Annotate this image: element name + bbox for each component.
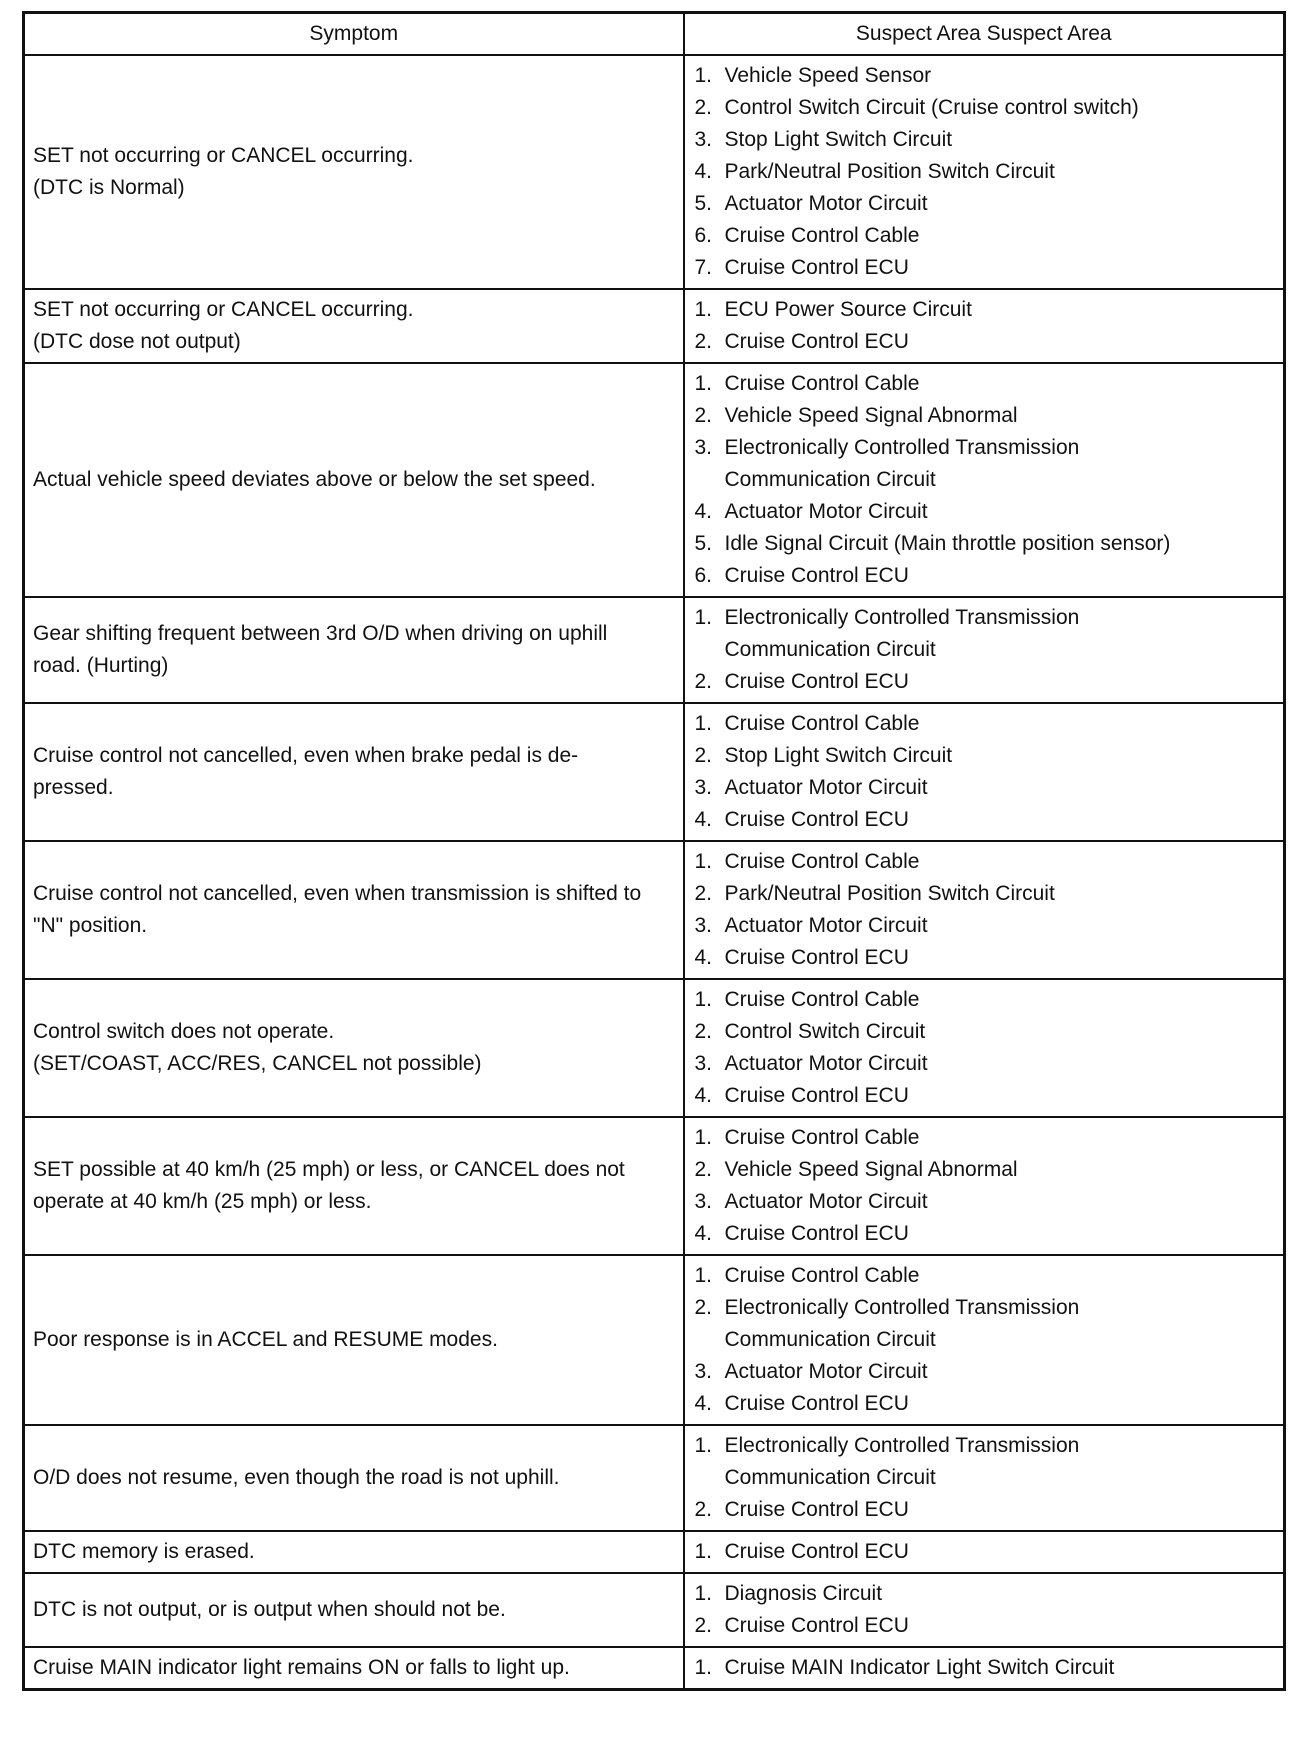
suspect-area-cell [684, 597, 1285, 703]
suspect-area-cell [684, 1647, 1285, 1690]
suspect-text: Cruise Control ECU [724, 1540, 909, 1563]
table-row [24, 363, 1285, 597]
symptom-text: SET not occurring or CANCEL occurring. (DTC dose not output) [33, 298, 414, 353]
suspect-number: 1. [694, 850, 713, 873]
table-row [24, 1647, 1285, 1690]
suspect-number: 2. [694, 1296, 713, 1319]
table-row [24, 1425, 1285, 1531]
suspect-list [695, 602, 1274, 698]
suspect-number: 4. [694, 1084, 713, 1107]
symptom-cell [24, 289, 684, 363]
table-row [24, 1117, 1285, 1255]
troubleshooting-table [22, 11, 1286, 1691]
suspect-list [695, 984, 1274, 1112]
suspect-number: 1. [694, 1264, 713, 1287]
suspect-item [695, 1610, 1274, 1642]
symptom-cell [24, 597, 684, 703]
suspect-text: Vehicle Speed Sensor [724, 64, 932, 87]
symptom-cell [24, 1531, 684, 1573]
suspect-area-cell [684, 1573, 1285, 1647]
suspect-number: 1. [694, 64, 713, 87]
suspect-list [695, 1260, 1274, 1420]
suspect-item [695, 666, 1274, 698]
suspect-text: Cruise Control ECU [724, 1498, 909, 1521]
suspect-list [695, 1122, 1274, 1250]
suspect-list [695, 1652, 1274, 1684]
suspect-text: Electronically Controlled Transmission Communication Circuit [724, 606, 1080, 661]
suspect-item [695, 1016, 1274, 1048]
suspect-item [695, 1048, 1274, 1080]
suspect-item [695, 294, 1274, 326]
suspect-item [695, 740, 1274, 772]
suspect-text: Park/Neutral Position Switch Circuit [724, 882, 1055, 905]
suspect-text: Actuator Motor Circuit [724, 192, 928, 215]
suspect-text: Cruise Control ECU [724, 330, 909, 353]
table-row [24, 597, 1285, 703]
suspect-text: Cruise Control ECU [724, 946, 909, 969]
suspect-list [695, 60, 1274, 284]
suspect-area-cell [684, 363, 1285, 597]
symptom-text: Cruise control not cancelled, even when brake pedal is de- pressed. [33, 744, 579, 799]
table-row [24, 1255, 1285, 1425]
suspect-text: Actuator Motor Circuit [724, 1052, 928, 1075]
suspect-text: Diagnosis Circuit [724, 1582, 883, 1605]
suspect-item [695, 1578, 1274, 1610]
suspect-list [695, 1430, 1274, 1526]
suspect-number: 2. [694, 330, 713, 353]
suspect-text: Control Switch Circuit (Cruise control switch) [724, 96, 1139, 119]
suspect-text: Cruise Control Cable [724, 988, 920, 1011]
suspect-text: Actuator Motor Circuit [724, 776, 928, 799]
suspect-number: 2. [694, 744, 713, 767]
suspect-number: 2. [694, 1158, 713, 1181]
suspect-number: 1. [694, 1126, 713, 1149]
suspect-number: 2. [694, 670, 713, 693]
suspect-text: Idle Signal Circuit (Main throttle position sensor) [724, 532, 1171, 555]
symptom-text: Poor response is in ACCEL and RESUME modes. [33, 1328, 498, 1351]
suspect-number: 3. [694, 914, 713, 937]
suspect-text: Control Switch Circuit [724, 1020, 926, 1043]
symptom-cell [24, 1647, 684, 1690]
symptom-text: O/D does not resume, even though the road is not uphill. [33, 1466, 560, 1489]
suspect-number: 2. [694, 1498, 713, 1521]
suspect-area-cell [684, 841, 1285, 979]
suspect-area-cell [684, 1255, 1285, 1425]
suspect-text: Cruise Control Cable [724, 224, 920, 247]
suspect-text: Actuator Motor Circuit [724, 914, 928, 937]
table-row [24, 979, 1285, 1117]
symptom-text: Gear shifting frequent between 3rd O/D when driving on uphill road. (Hurting) [33, 622, 608, 677]
suspect-item [695, 1218, 1274, 1250]
suspect-text: Cruise Control Cable [724, 712, 920, 735]
suspect-text: Park/Neutral Position Switch Circuit [724, 160, 1055, 183]
suspect-number: 1. [694, 298, 713, 321]
symptom-cell [24, 1425, 684, 1531]
suspect-item [695, 846, 1274, 878]
suspect-text: Cruise Control ECU [724, 564, 909, 587]
suspect-item [695, 156, 1274, 188]
suspect-item [695, 910, 1274, 942]
suspect-number: 1. [694, 372, 713, 395]
suspect-number: 1. [694, 1582, 713, 1605]
suspect-item [695, 804, 1274, 836]
suspect-list [695, 1578, 1274, 1642]
suspect-text: Cruise Control Cable [724, 1126, 920, 1149]
suspect-list [695, 368, 1274, 592]
suspect-number: 4. [694, 500, 713, 523]
suspect-number: 5. [694, 532, 713, 555]
symptom-text: DTC is not output, or is output when should not be. [33, 1598, 506, 1621]
table-row [24, 55, 1285, 289]
suspect-item [695, 1388, 1274, 1420]
suspect-area-cell [684, 1117, 1285, 1255]
suspect-item [695, 772, 1274, 804]
suspect-item [695, 1186, 1274, 1218]
suspect-item [695, 1260, 1274, 1292]
suspect-text: Cruise Control ECU [724, 808, 909, 831]
suspect-text: Vehicle Speed Signal Abnormal [724, 1158, 1018, 1181]
table-row [24, 1573, 1285, 1647]
symptom-text: Cruise MAIN indicator light remains ON or falls to light up. [33, 1656, 570, 1679]
suspect-item [695, 1154, 1274, 1186]
suspect-number: 1. [694, 1434, 713, 1457]
symptom-cell [24, 363, 684, 597]
suspect-number: 2. [694, 1020, 713, 1043]
suspect-number: 2. [694, 1614, 713, 1637]
suspect-text: ECU Power Source Circuit [724, 298, 972, 321]
suspect-item [695, 1430, 1274, 1494]
suspect-number: 4. [694, 946, 713, 969]
symptom-text: Cruise control not cancelled, even when transmission is shifted to "N" position. [33, 882, 642, 937]
suspect-number: 4. [694, 1222, 713, 1245]
symptom-cell [24, 1573, 684, 1647]
suspect-item [695, 496, 1274, 528]
suspect-text: Actuator Motor Circuit [724, 500, 928, 523]
suspect-number: 4. [694, 808, 713, 831]
suspect-item [695, 560, 1274, 592]
suspect-number: 1. [694, 988, 713, 1011]
suspect-item [695, 124, 1274, 156]
suspect-number: 1. [694, 1656, 713, 1679]
suspect-number: 2. [694, 96, 713, 119]
suspect-item [695, 984, 1274, 1016]
suspect-number: 6. [694, 224, 713, 247]
suspect-number: 4. [694, 1392, 713, 1415]
suspect-text: Stop Light Switch Circuit [724, 744, 953, 767]
suspect-item [695, 432, 1274, 496]
table-header-row [24, 13, 1285, 56]
suspect-item [695, 1536, 1274, 1568]
suspect-item [695, 220, 1274, 252]
suspect-item [695, 602, 1274, 666]
suspect-number: 3. [694, 1052, 713, 1075]
suspect-number: 7. [694, 256, 713, 279]
symptom-cell [24, 703, 684, 841]
suspect-list [695, 1536, 1274, 1568]
suspect-text: Electronically Controlled Transmission Communication Circuit [724, 436, 1080, 491]
symptom-cell [24, 1117, 684, 1255]
suspect-text: Cruise Control ECU [724, 670, 909, 693]
suspect-area-cell [684, 55, 1285, 289]
suspect-list [695, 846, 1274, 974]
symptom-cell [24, 979, 684, 1117]
table-body [24, 55, 1285, 1690]
table-row [24, 1531, 1285, 1573]
suspect-area-cell [684, 289, 1285, 363]
symptom-cell [24, 1255, 684, 1425]
suspect-number: 5. [694, 192, 713, 215]
symptom-cell [24, 841, 684, 979]
suspect-item [695, 60, 1274, 92]
suspect-item [695, 252, 1274, 284]
suspect-number: 3. [694, 1190, 713, 1213]
suspect-text: Cruise Control ECU [724, 1222, 909, 1245]
suspect-text: Actuator Motor Circuit [724, 1360, 928, 1383]
suspect-item [695, 92, 1274, 124]
suspect-text: Cruise Control ECU [724, 1392, 909, 1415]
suspect-item [695, 1122, 1274, 1154]
suspect-item [695, 942, 1274, 974]
suspect-item [695, 368, 1274, 400]
suspect-item [695, 878, 1274, 910]
suspect-number: 2. [694, 882, 713, 905]
suspect-number: 1. [694, 1540, 713, 1563]
suspect-item [695, 1494, 1274, 1526]
suspect-number: 2. [694, 404, 713, 427]
suspect-item [695, 188, 1274, 220]
symptom-text: Control switch does not operate. (SET/COAST, ACC/RES, CANCEL not possible) [33, 1020, 482, 1075]
header-suspect-area: Suspect Area Suspect Area [684, 13, 1285, 56]
suspect-item [695, 1080, 1274, 1112]
suspect-number: 6. [694, 564, 713, 587]
suspect-text: Cruise Control ECU [724, 1084, 909, 1107]
suspect-list [695, 294, 1274, 358]
suspect-number: 1. [694, 712, 713, 735]
table-row [24, 289, 1285, 363]
suspect-number: 3. [694, 436, 713, 459]
table-row [24, 841, 1285, 979]
symptom-cell [24, 55, 684, 289]
suspect-item [695, 1292, 1274, 1356]
suspect-text: Electronically Controlled Transmission Communication Circuit [724, 1296, 1080, 1351]
suspect-text: Stop Light Switch Circuit [724, 128, 953, 151]
suspect-text: Cruise Control ECU [724, 256, 909, 279]
suspect-text: Cruise Control ECU [724, 1614, 909, 1637]
suspect-item [695, 1652, 1274, 1684]
suspect-text: Vehicle Speed Signal Abnormal [724, 404, 1018, 427]
suspect-item [695, 1356, 1274, 1388]
suspect-number: 3. [694, 776, 713, 799]
suspect-item [695, 400, 1274, 432]
suspect-text: Actuator Motor Circuit [724, 1190, 928, 1213]
suspect-text: Cruise MAIN Indicator Light Switch Circuit [724, 1656, 1115, 1679]
suspect-text: Cruise Control Cable [724, 372, 920, 395]
suspect-area-cell [684, 1425, 1285, 1531]
suspect-area-cell [684, 703, 1285, 841]
suspect-item [695, 326, 1274, 358]
symptom-text: Actual vehicle speed deviates above or below the set speed. [33, 468, 596, 491]
suspect-area-cell [684, 1531, 1285, 1573]
suspect-text: Cruise Control Cable [724, 850, 920, 873]
suspect-area-cell [684, 979, 1285, 1117]
suspect-text: Electronically Controlled Transmission Communication Circuit [724, 1434, 1080, 1489]
symptom-text: SET not occurring or CANCEL occurring. (DTC is Normal) [33, 144, 414, 199]
suspect-number: 3. [694, 1360, 713, 1383]
suspect-list [695, 708, 1274, 836]
header-symptom: Symptom [24, 13, 684, 56]
suspect-item [695, 708, 1274, 740]
suspect-number: 1. [694, 606, 713, 629]
suspect-text: Cruise Control Cable [724, 1264, 920, 1287]
suspect-item [695, 528, 1274, 560]
table-row [24, 703, 1285, 841]
symptom-text: SET possible at 40 km/h (25 mph) or less, or CANCEL does not operate at 40 km/h (25 mph) or less. [33, 1158, 625, 1213]
suspect-number: 4. [694, 160, 713, 183]
symptom-text: DTC memory is erased. [33, 1540, 255, 1563]
suspect-number: 3. [694, 128, 713, 151]
